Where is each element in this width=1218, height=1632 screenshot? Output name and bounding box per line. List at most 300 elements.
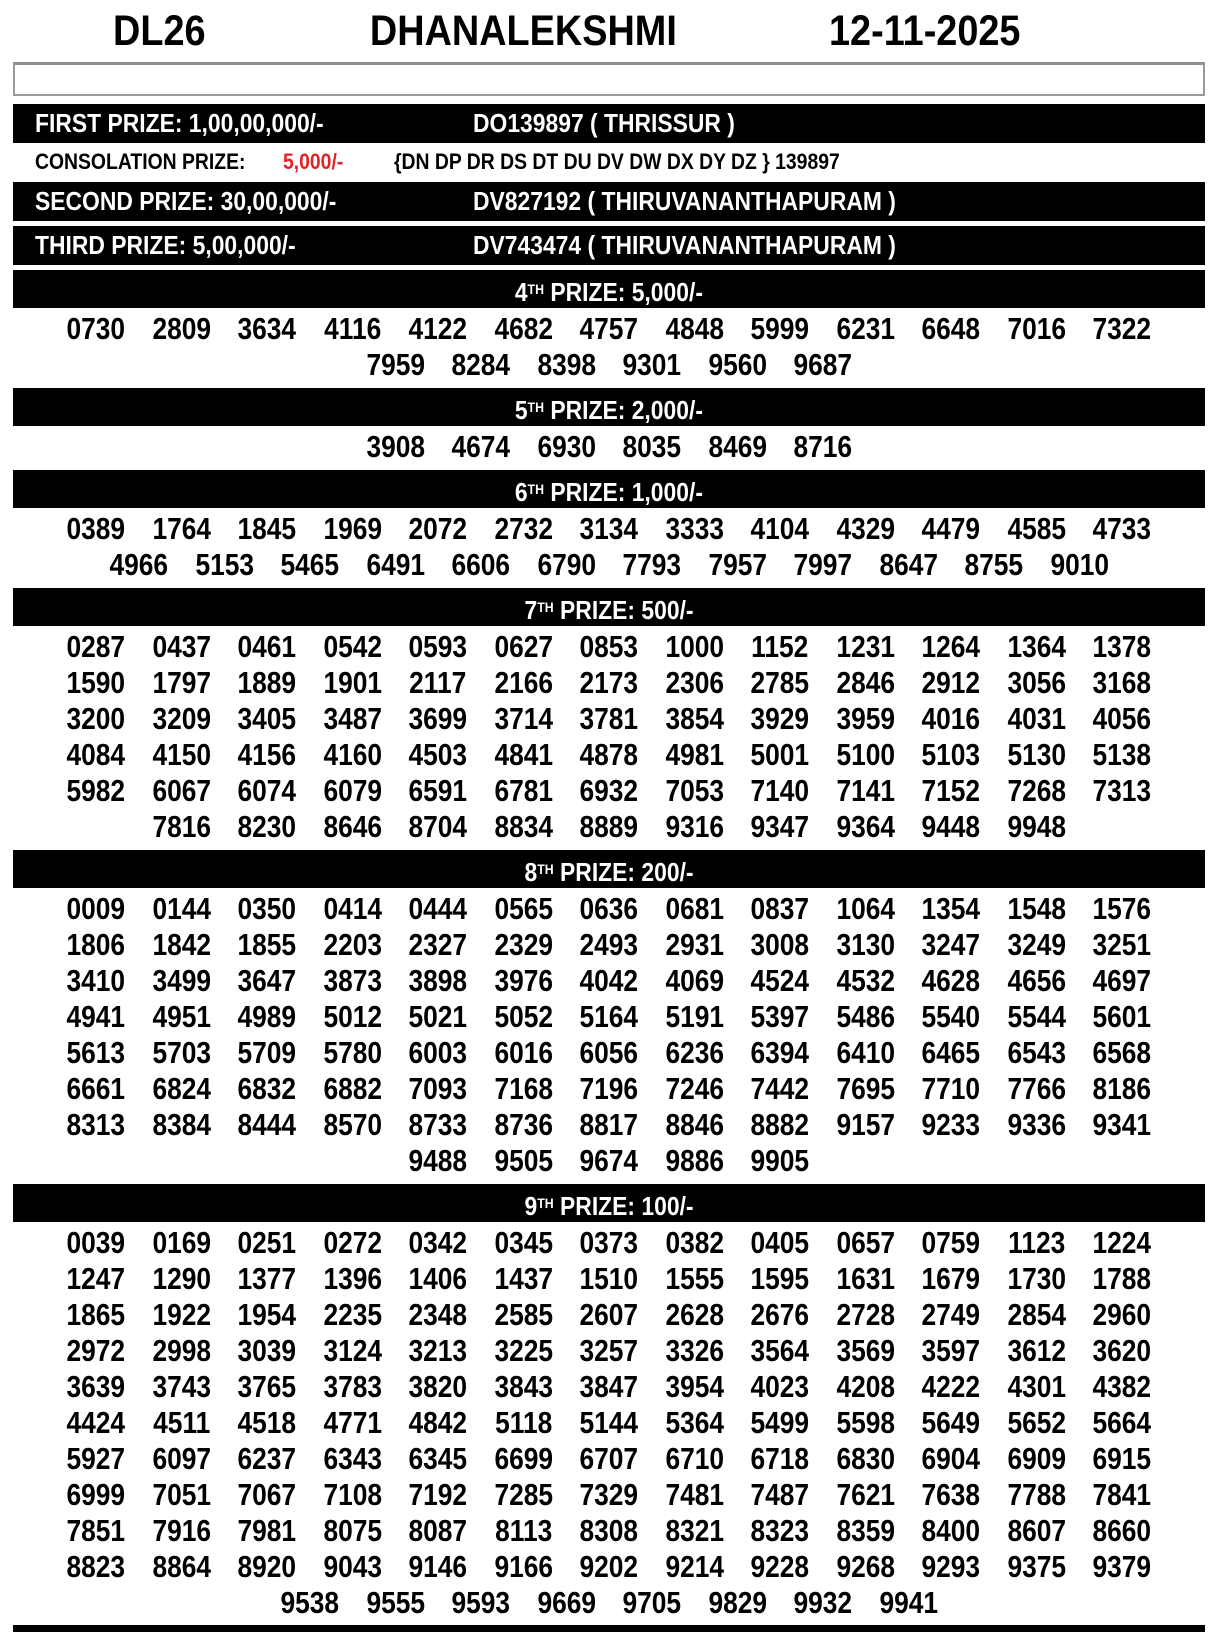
winning-numbers-row	[13, 665, 1205, 701]
winning-number: 6909	[1007, 1441, 1066, 1476]
consolation-line	[13, 148, 1205, 179]
winning-number: 3765	[237, 1369, 297, 1404]
winning-number: 4122	[408, 311, 468, 346]
winning-numbers-row	[13, 737, 1205, 773]
winning-number: 7981	[237, 1513, 297, 1548]
winning-number: 3639	[66, 1369, 126, 1404]
winning-number: 7192	[408, 1477, 468, 1512]
winning-number: 7196	[579, 1071, 639, 1106]
winning-numbers-row	[13, 547, 1205, 583]
winning-number: 3124	[323, 1333, 382, 1368]
winning-number: 4674	[451, 429, 511, 464]
winning-number: 5613	[66, 1035, 126, 1070]
winning-number: 4841	[494, 737, 553, 772]
winning-numbers-row	[13, 311, 1205, 347]
winning-number: 9043	[323, 1549, 382, 1584]
empty-note-box	[13, 62, 1205, 96]
winning-number: 1354	[921, 891, 981, 926]
winning-number: 8313	[66, 1107, 126, 1142]
winning-number: 7442	[750, 1071, 810, 1106]
winning-numbers-row	[13, 1513, 1205, 1549]
winning-number: 1510	[579, 1261, 639, 1296]
winning-number: 1797	[152, 665, 211, 700]
winning-number: 5144	[579, 1405, 639, 1440]
winning-number: 1064	[836, 891, 895, 926]
winning-number: 6718	[750, 1441, 810, 1476]
winning-number: 3929	[750, 701, 810, 736]
winning-number: 7766	[1007, 1071, 1066, 1106]
winning-number: 8113	[494, 1513, 553, 1548]
winning-number: 6606	[451, 547, 511, 582]
winning-number: 6830	[836, 1441, 895, 1476]
winning-number: 1152	[751, 629, 809, 664]
winning-number: 1123	[1007, 1225, 1066, 1260]
winning-number: 2960	[1092, 1297, 1152, 1332]
winning-number: 4031	[1007, 701, 1066, 736]
winning-number: 9705	[622, 1585, 682, 1620]
winning-number: 0009	[66, 891, 126, 926]
winning-number: 6699	[494, 1441, 553, 1476]
winning-number: 3714	[494, 701, 553, 736]
prize-section-header: 6TH PRIZE: 1,000/-	[13, 470, 1205, 508]
winning-number: 1247	[66, 1261, 126, 1296]
winning-number: 8755	[964, 547, 1024, 582]
winning-number: 0287	[66, 629, 126, 664]
winning-number: 1865	[66, 1297, 126, 1332]
prize-section-header: 8TH PRIZE: 200/-	[13, 850, 1205, 888]
first-prize-bar	[13, 104, 1205, 143]
winning-number: 5153	[194, 547, 254, 582]
winning-number: 1406	[408, 1261, 468, 1296]
winning-number: 3564	[750, 1333, 810, 1368]
winning-number: 0389	[66, 511, 126, 546]
winning-number: 6465	[921, 1035, 981, 1070]
winning-number: 8920	[237, 1549, 297, 1584]
winning-number: 3410	[66, 963, 126, 998]
winning-number: 1555	[665, 1261, 724, 1296]
winning-number: 8469	[707, 429, 767, 464]
winning-number: 3854	[665, 701, 724, 736]
winning-number: 1954	[237, 1297, 297, 1332]
winning-number: 3130	[836, 927, 895, 962]
first-prize-winner: DO139897 ( THRISSUR )	[473, 108, 735, 138]
winning-number: 5001	[750, 737, 810, 772]
winning-number: 3954	[665, 1369, 724, 1404]
winning-numbers-row	[13, 1549, 1205, 1585]
winning-number: 8889	[579, 809, 639, 844]
winning-number: 7793	[622, 547, 682, 582]
winning-number: 8035	[622, 429, 682, 464]
winning-number: 4628	[921, 963, 981, 998]
winning-number: 4503	[408, 737, 468, 772]
winning-number: 8834	[494, 809, 553, 844]
winning-number: 7916	[152, 1513, 211, 1548]
winning-number: 9316	[665, 809, 724, 844]
winning-number: 4842	[408, 1405, 468, 1440]
winning-number: 6930	[536, 429, 596, 464]
winning-number: 3039	[237, 1333, 297, 1368]
winning-number: 4160	[323, 737, 382, 772]
winning-number: 2166	[494, 665, 553, 700]
winning-number: 3225	[494, 1333, 553, 1368]
winning-number: 2329	[494, 927, 553, 962]
winning-number: 6591	[408, 773, 468, 808]
winning-number: 0345	[494, 1225, 553, 1260]
winning-number: 7051	[152, 1477, 211, 1512]
winning-number: 4585	[1007, 511, 1066, 546]
winning-number: 7816	[152, 809, 211, 844]
winning-number: 7841	[1092, 1477, 1152, 1512]
winning-number: 4733	[1092, 511, 1152, 546]
winning-number: 9268	[836, 1549, 895, 1584]
winning-number: 6097	[152, 1441, 211, 1476]
winning-number: 7710	[921, 1071, 981, 1106]
winning-number: 7108	[323, 1477, 382, 1512]
consolation-amount: 5,000/-	[283, 149, 344, 174]
winning-number: 5364	[665, 1405, 724, 1440]
winning-number: 6231	[836, 311, 895, 346]
winning-number: 3251	[1092, 927, 1152, 962]
winning-number: 1437	[494, 1261, 553, 1296]
winning-number: 4757	[579, 311, 639, 346]
winning-number: 6568	[1092, 1035, 1152, 1070]
winning-number: 8817	[579, 1107, 639, 1142]
winning-number: 5465	[280, 547, 340, 582]
winning-number: 2854	[1007, 1297, 1066, 1332]
winning-numbers-row	[13, 1261, 1205, 1297]
winning-number: 9488	[408, 1143, 468, 1178]
winning-number: 8647	[878, 547, 938, 582]
winning-number: 7621	[836, 1477, 895, 1512]
winning-number: 9364	[836, 809, 895, 844]
winning-number: 3612	[1007, 1333, 1066, 1368]
winning-numbers-row	[13, 999, 1205, 1035]
winning-number: 9010	[1049, 547, 1109, 582]
winning-numbers-row	[13, 347, 1205, 383]
prize-sections	[13, 270, 1205, 1621]
winning-numbers-row	[13, 809, 1205, 845]
winning-number: 2235	[323, 1297, 382, 1332]
winning-number: 0657	[836, 1225, 895, 1260]
winning-number: 9941	[878, 1585, 938, 1620]
winning-number: 3569	[836, 1333, 895, 1368]
winning-number: 8570	[323, 1107, 382, 1142]
winning-number: 8284	[451, 347, 511, 382]
winning-number: 4150	[152, 737, 211, 772]
winning-number: 2846	[836, 665, 895, 700]
winning-number: 3405	[237, 701, 297, 736]
winning-number: 5012	[323, 999, 382, 1034]
winning-number: 4532	[836, 963, 895, 998]
winning-number: 7067	[237, 1477, 297, 1512]
winning-number: 5191	[665, 999, 724, 1034]
winning-number: 9932	[793, 1585, 853, 1620]
winning-numbers-row	[13, 429, 1205, 465]
winning-number: 9505	[494, 1143, 553, 1178]
winning-number: 5780	[323, 1035, 382, 1070]
winning-number: 6543	[1007, 1035, 1066, 1070]
winning-number: 7141	[836, 773, 895, 808]
winning-numbers-row	[13, 1035, 1205, 1071]
winning-number: 8823	[66, 1549, 126, 1584]
winning-number: 9233	[921, 1107, 981, 1142]
winning-numbers-row	[13, 701, 1205, 737]
winning-number: 3249	[1007, 927, 1066, 962]
winning-number: 4682	[494, 311, 553, 346]
winning-number: 4104	[750, 511, 810, 546]
winning-numbers-row	[13, 1071, 1205, 1107]
winning-numbers-row	[13, 927, 1205, 963]
winning-number: 9555	[365, 1585, 425, 1620]
winning-number: 4208	[836, 1369, 895, 1404]
winning-number: 8321	[665, 1513, 724, 1548]
winning-number: 9593	[451, 1585, 511, 1620]
winning-numbers-row	[13, 891, 1205, 927]
winning-number: 6710	[665, 1441, 724, 1476]
winning-number: 1576	[1092, 891, 1152, 926]
winning-number: 5649	[921, 1405, 981, 1440]
winning-number: 2972	[66, 1333, 126, 1368]
winning-number: 0373	[579, 1225, 639, 1260]
winning-number: 1231	[836, 629, 895, 664]
winning-number: 9829	[707, 1585, 767, 1620]
winning-number: 0382	[665, 1225, 724, 1260]
winning-number: 5927	[66, 1441, 126, 1476]
winning-number: 3843	[494, 1369, 553, 1404]
winning-number: 3647	[237, 963, 297, 998]
winning-number: 3213	[408, 1333, 468, 1368]
winning-number: 6832	[237, 1071, 297, 1106]
winning-number: 3847	[579, 1369, 639, 1404]
winning-number: 4084	[66, 737, 126, 772]
winning-number: 3781	[579, 701, 639, 736]
winning-number: 3209	[152, 701, 211, 736]
winning-number: 7268	[1007, 773, 1066, 808]
winning-number: 0730	[66, 311, 126, 346]
winning-number: 7788	[1007, 1477, 1066, 1512]
second-prize-label: SECOND PRIZE: 30,00,000/-	[35, 186, 337, 216]
winning-number: 5397	[750, 999, 810, 1034]
winning-number: 0405	[750, 1225, 810, 1260]
winning-number: 9948	[1007, 809, 1066, 844]
winning-number: 0169	[152, 1225, 211, 1260]
third-prize-label: THIRD PRIZE: 5,00,000/-	[35, 230, 296, 260]
winning-number: 4981	[665, 737, 724, 772]
winning-number: 6824	[152, 1071, 211, 1106]
winning-numbers-row	[13, 629, 1205, 665]
winning-number: 7313	[1092, 773, 1152, 808]
winning-number: 8607	[1007, 1513, 1066, 1548]
winning-number: 4056	[1092, 701, 1152, 736]
winning-number: 0444	[408, 891, 468, 926]
winning-number: 0272	[323, 1225, 382, 1260]
winning-number: 3908	[365, 429, 425, 464]
winning-number: 5118	[494, 1405, 553, 1440]
winning-number: 0350	[237, 891, 297, 926]
winning-number: 4848	[665, 311, 724, 346]
winning-number: 4656	[1007, 963, 1066, 998]
winning-number: 8882	[750, 1107, 810, 1142]
winning-number: 7246	[665, 1071, 724, 1106]
winning-number: 4989	[237, 999, 297, 1034]
winning-number: 2931	[665, 927, 724, 962]
winning-number: 9341	[1092, 1107, 1152, 1142]
winning-number: 5664	[1092, 1405, 1152, 1440]
winning-number: 1679	[921, 1261, 981, 1296]
prize-section-header: 9TH PRIZE: 100/-	[13, 1184, 1205, 1222]
winning-number: 4069	[665, 963, 724, 998]
winning-number: 6781	[494, 773, 553, 808]
winning-number: 3820	[408, 1369, 468, 1404]
winning-number: 9448	[921, 809, 981, 844]
winning-number: 1845	[237, 511, 297, 546]
winning-number: 1901	[323, 665, 382, 700]
lottery-title: DHANALEKSHMI	[370, 7, 678, 55]
winning-number: 1290	[152, 1261, 211, 1296]
winning-number: 1364	[1007, 629, 1066, 664]
winning-number: 3247	[921, 927, 981, 962]
winning-number: 0565	[494, 891, 553, 926]
prize-section-header: 4TH PRIZE: 5,000/-	[13, 270, 1205, 308]
winning-number: 8864	[152, 1549, 211, 1584]
second-prize-bar	[13, 182, 1205, 221]
winning-number: 6999	[66, 1477, 126, 1512]
winning-number: 5652	[1007, 1405, 1066, 1440]
winning-number: 9228	[750, 1549, 810, 1584]
winning-number: 5540	[921, 999, 981, 1034]
winning-number: 2998	[152, 1333, 211, 1368]
winning-number: 4518	[237, 1405, 297, 1440]
winning-number: 2809	[152, 311, 211, 346]
winning-number: 8384	[152, 1107, 211, 1142]
winning-number: 2676	[750, 1297, 810, 1332]
winning-number: 9886	[665, 1143, 724, 1178]
prize-section-header: 7TH PRIZE: 500/-	[13, 588, 1205, 626]
winning-number: 5164	[579, 999, 639, 1034]
winning-number: 5021	[408, 999, 468, 1034]
winning-number: 3783	[323, 1369, 382, 1404]
winning-number: 8400	[921, 1513, 981, 1548]
winning-number: 7638	[921, 1477, 981, 1512]
winning-number: 7481	[665, 1477, 724, 1512]
third-prize-winner: DV743474 ( THIRUVANANTHAPURAM )	[473, 230, 896, 260]
winning-number: 2585	[494, 1297, 553, 1332]
winning-number: 3499	[152, 963, 211, 998]
winning-number: 1595	[750, 1261, 810, 1296]
winning-number: 3898	[408, 963, 468, 998]
second-prize-winner: DV827192 ( THIRUVANANTHAPURAM )	[473, 186, 896, 216]
winning-number: 5703	[152, 1035, 211, 1070]
winning-number: 4222	[921, 1369, 981, 1404]
winning-number: 1764	[152, 511, 211, 546]
winning-number: 3326	[665, 1333, 724, 1368]
winning-number: 0759	[921, 1225, 981, 1260]
winning-numbers-row	[13, 1107, 1205, 1143]
winning-number: 4382	[1092, 1369, 1152, 1404]
winning-number: 3743	[152, 1369, 211, 1404]
winning-number: 0342	[408, 1225, 468, 1260]
winning-number: 4016	[921, 701, 981, 736]
winning-number: 8660	[1092, 1513, 1152, 1548]
winning-number: 6079	[323, 773, 382, 808]
winning-number: 2607	[579, 1297, 639, 1332]
winning-number: 4966	[109, 547, 169, 582]
winning-number: 9538	[280, 1585, 340, 1620]
winning-number: 7695	[836, 1071, 895, 1106]
winning-numbers-row	[13, 963, 1205, 999]
winning-number: 6790	[536, 547, 596, 582]
winning-number: 9214	[665, 1549, 724, 1584]
winning-number: 7487	[750, 1477, 810, 1512]
winning-numbers-row	[13, 1297, 1205, 1333]
winning-number: 1224	[1092, 1225, 1152, 1260]
winning-numbers-row	[13, 1585, 1205, 1621]
winning-number: 8323	[750, 1513, 810, 1548]
winning-number: 2072	[408, 511, 468, 546]
winning-number: 1969	[323, 511, 382, 546]
winning-number: 3873	[323, 963, 382, 998]
winning-number: 6016	[494, 1035, 553, 1070]
winning-number: 8733	[408, 1107, 468, 1142]
winning-number: 1396	[323, 1261, 382, 1296]
winning-numbers-row	[13, 1405, 1205, 1441]
winning-number: 9202	[579, 1549, 639, 1584]
winning-number: 4424	[66, 1405, 126, 1440]
winning-number: 9669	[536, 1585, 596, 1620]
winning-number: 7957	[707, 547, 767, 582]
winning-number: 5499	[750, 1405, 810, 1440]
winning-numbers-row	[13, 511, 1205, 547]
winning-number: 7285	[494, 1477, 553, 1512]
winning-number: 0837	[750, 891, 810, 926]
winning-number: 6707	[579, 1441, 639, 1476]
winning-number: 7152	[921, 773, 981, 808]
winning-number: 5052	[494, 999, 553, 1034]
winning-number: 1378	[1092, 629, 1152, 664]
prize-section-header: 5TH PRIZE: 2,000/-	[13, 388, 1205, 426]
winning-number: 0627	[494, 629, 553, 664]
winning-numbers-row	[13, 1441, 1205, 1477]
winning-number: 7016	[1007, 311, 1066, 346]
winning-number: 7140	[750, 773, 810, 808]
winning-number: 5138	[1092, 737, 1152, 772]
winning-number: 8075	[323, 1513, 382, 1548]
winning-number: 2173	[579, 665, 639, 700]
winning-number: 9905	[750, 1143, 810, 1178]
winning-number: 2117	[409, 665, 467, 700]
draw-code: DL26	[113, 7, 206, 55]
winning-number: 9687	[793, 347, 853, 382]
winning-number: 3200	[66, 701, 126, 736]
winning-number: 5598	[836, 1405, 895, 1440]
winning-number: 8398	[536, 347, 596, 382]
winning-number: 9157	[836, 1107, 895, 1142]
winning-number: 0853	[579, 629, 639, 664]
winning-number: 9146	[408, 1549, 468, 1584]
winning-number: 2749	[921, 1297, 981, 1332]
winning-number: 6491	[365, 547, 425, 582]
first-prize-label: FIRST PRIZE: 1,00,00,000/-	[35, 108, 324, 138]
winning-number: 6237	[237, 1441, 297, 1476]
winning-number: 6056	[579, 1035, 639, 1070]
winning-number: 0681	[665, 891, 724, 926]
winning-numbers-row	[13, 1369, 1205, 1405]
winning-number: 7997	[793, 547, 853, 582]
winning-number: 0144	[152, 891, 211, 926]
winning-number: 9560	[707, 347, 767, 382]
winning-number: 8736	[494, 1107, 553, 1142]
winning-number: 3699	[408, 701, 468, 736]
